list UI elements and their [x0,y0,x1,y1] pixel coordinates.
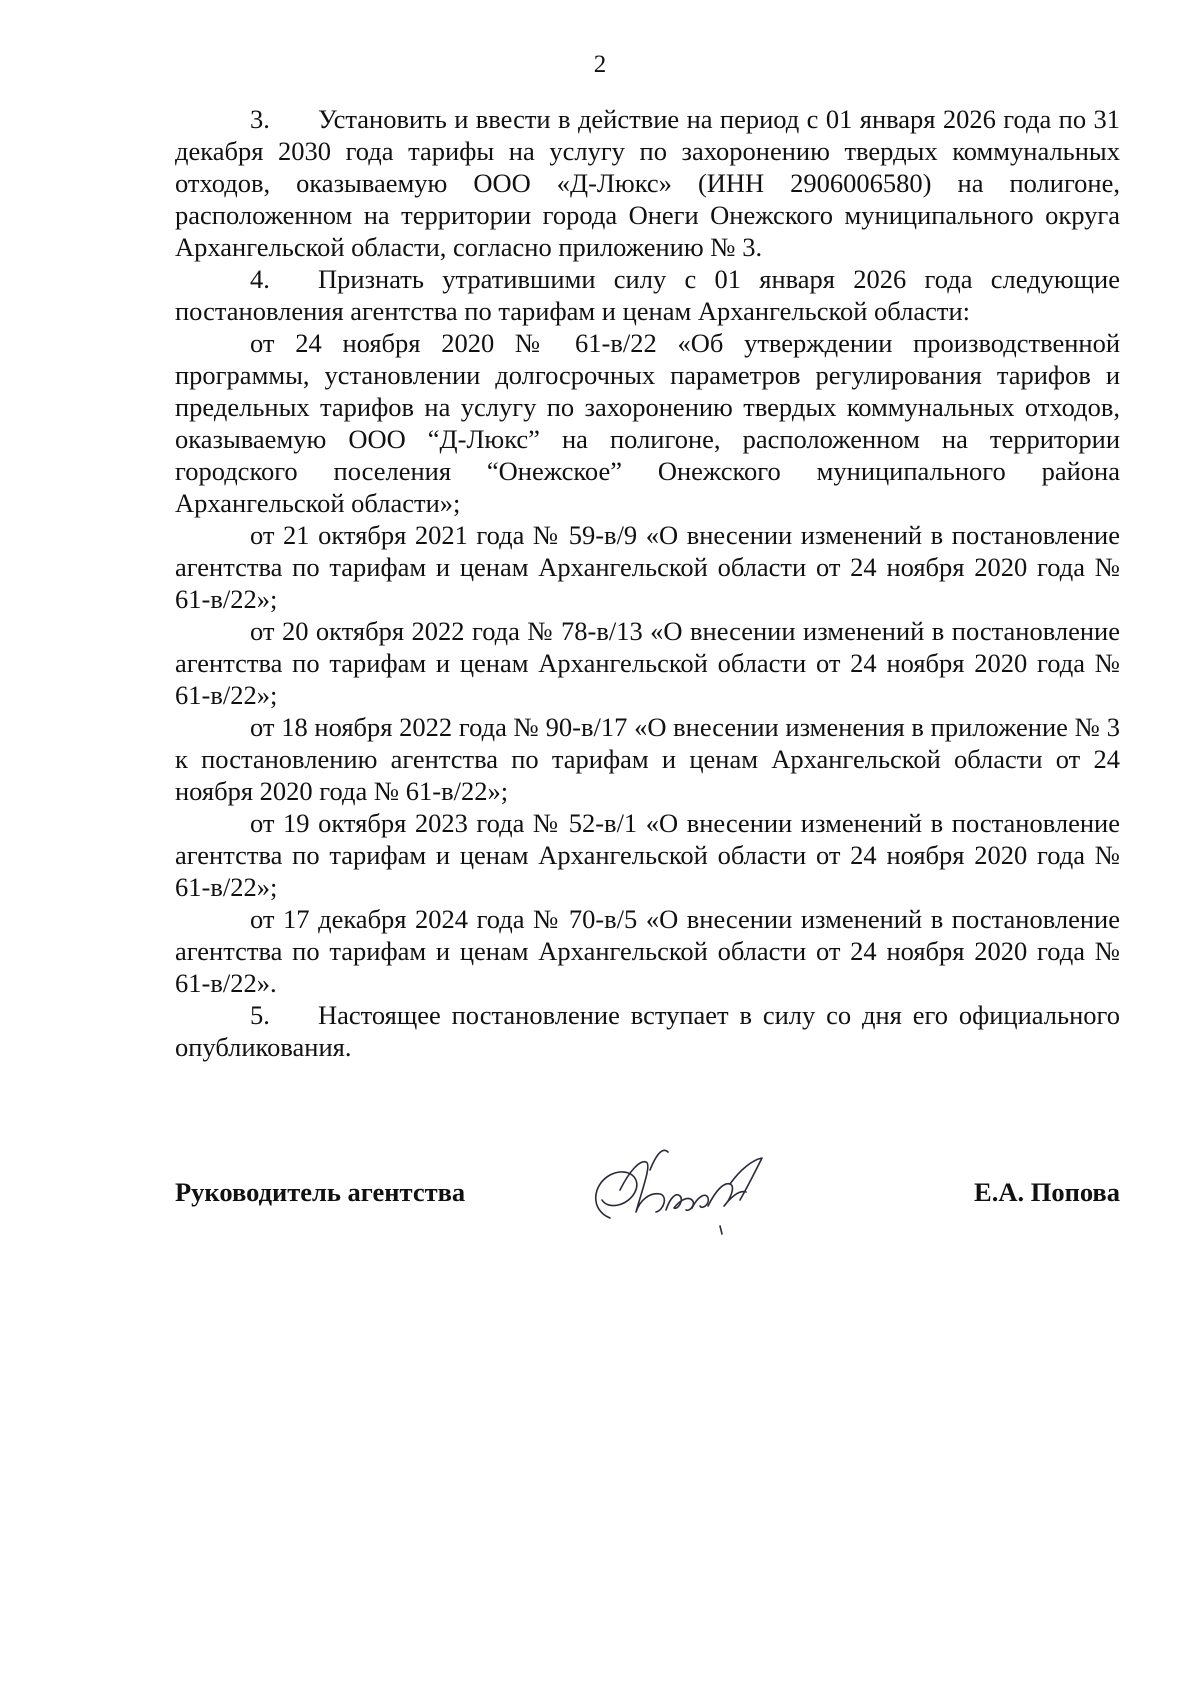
paragraph-number: 3. [250,104,270,134]
paragraph-number: 4. [250,264,270,294]
repealed-resolution-6 [175,903,1120,999]
paragraph-number: 5. [250,1000,270,1030]
repealed-resolution-4 [175,711,1120,807]
page-number: 2 [593,51,607,78]
paragraph-text: от 21 октября 2021 года № 59-в/9 «О внесении изменений в постановление агентства по тарифам и ценам Архангельской области от 24 ноября 2020 года № 61-в/22»; [175,520,1120,614]
paragraph-text: Настоящее постановление вступает в силу со дня его официального опубликования. [175,1000,1120,1062]
handwritten-signature [580,1130,780,1240]
paragraph-3 [175,103,1120,263]
paragraph-text: Установить и ввести в действие на период с 01 января 2026 года по 31 декабря 2030 года тарифы на услугу по захоронению твердых коммунальных отходов, оказываемую ООО «Д-Люкс» (ИНН 2906006580) на полигоне, расположенном на территории города Онеги Онежского муниципального округа Архангельской области, согласно приложению № 3. [175,104,1120,262]
repealed-resolution-2 [175,519,1120,615]
paragraph-4 [175,263,1120,327]
paragraph-text: от 18 ноября 2022 года № 90-в/17 «О внесении изменения в приложение № 3 к постановлению агентства по тарифам и ценам Архангельской области от 24 ноября 2020 года № 61-в/22»; [175,712,1120,806]
paragraph-text: от 20 октября 2022 года № 78-в/13 «О внесении изменений в постановление агентства по тарифам и ценам Архангельской области от 24 ноября 2020 года № 61-в/22»; [175,616,1120,710]
repealed-resolution-3 [175,615,1120,711]
document-body [175,103,1120,1063]
signatory-name: Е.А. Попова [974,1177,1120,1207]
paragraph-text: от 24 ноября 2020 № 61-в/22 «Об утверждении производственной программы, установлении долгосрочных параметров регулирования тарифов и предельных тарифов на услугу по захоронению твердых коммунальных отходов, оказываемую ООО “Д-Люкс” на полигоне, расположенном на территории городского поселения “Онежское” Онежского муниципального района Архангельской области»; [175,328,1120,518]
paragraph-5 [175,999,1120,1063]
signatory-title: Руководитель агентства [175,1177,466,1207]
paragraph-text: от 19 октября 2023 года № 52-в/1 «О внесении изменений в постановление агентства по тарифам и ценам Архангельской области от 24 ноября 2020 года № 61-в/22»; [175,808,1120,902]
repealed-resolution-1 [175,327,1120,519]
paragraph-text: Признать утратившими силу с 01 января 2026 года следующие постановления агентства по тарифам и ценам Архангельской области: [175,264,1120,326]
repealed-resolution-5 [175,807,1120,903]
paragraph-text: от 17 декабря 2024 года № 70-в/5 «О внесении изменений в постановление агентства по тарифам и ценам Архангельской области от 24 ноября 2020 года № 61-в/22». [175,904,1120,998]
